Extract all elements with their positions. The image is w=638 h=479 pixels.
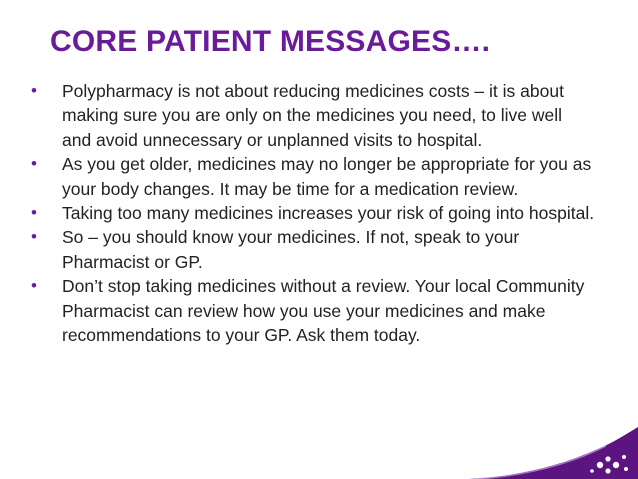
bullet-text: As you get older, medicines may no longer be appropriate for you as your body changes. It may be time for a medication review. (62, 154, 592, 199)
list-item (30, 274, 596, 347)
bullet-marker: • (31, 276, 37, 296)
bullet-marker: • (31, 203, 37, 223)
bullet-marker: • (31, 81, 37, 100)
bullet-text: Polypharmacy is not about reducing medicines costs – it is about making sure you are only on the medicines you need, to live well and avoid unnecessary or unplanned visits to hospital. (62, 81, 564, 150)
bullet-marker: • (31, 154, 37, 174)
bullet-marker: • (31, 227, 37, 247)
list-item (30, 79, 596, 152)
bullet-text: So – you should know your medicines. If not, speak to your Pharmacist or GP. (62, 227, 520, 272)
list-item (30, 225, 596, 274)
bullet-text: Taking too many medicines increases your risk of going into hospital. (62, 203, 595, 224)
bullet-list (30, 79, 596, 347)
list-item (30, 152, 596, 201)
purple-wave-logo-icon (468, 419, 638, 479)
list-item (30, 201, 596, 225)
slide-title: CORE PATIENT MESSAGES…. (50, 25, 491, 58)
bullet-text: Don’t stop taking medicines without a review. Your local Community Pharmacist can review how you use your medicines and make recommendations to your GP. Ask them today. (62, 276, 585, 346)
